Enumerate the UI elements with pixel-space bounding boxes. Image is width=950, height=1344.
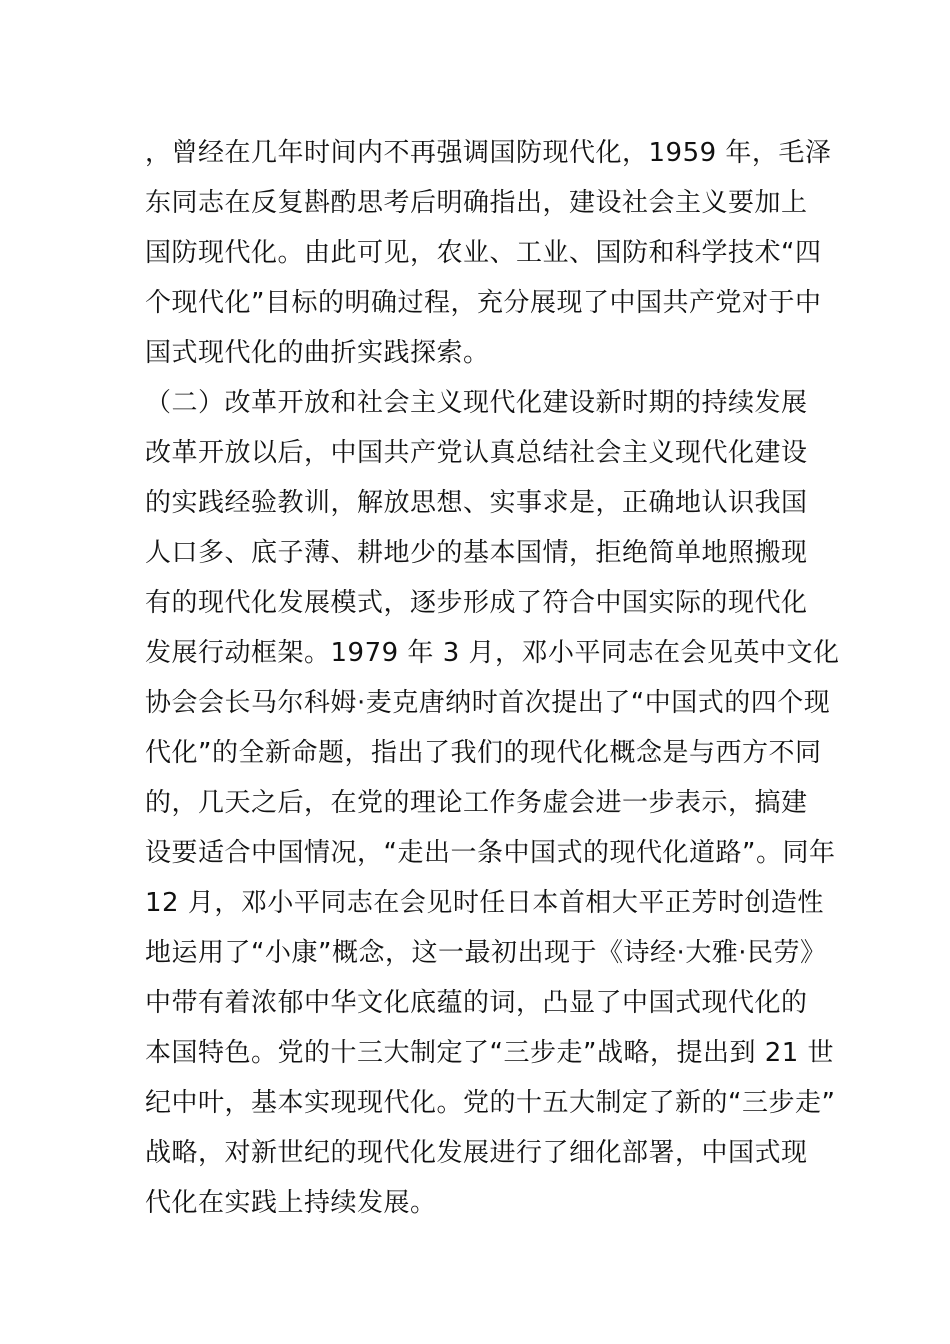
text-line: 改革开放以后，中国共产党认真总结社会主义现代化建设 <box>145 438 808 468</box>
text-line: 地运用了“小康”概念，这一最初出现于《诗经·大雅·民劳》 <box>145 938 827 968</box>
text-line: 人口多、底子薄、耕地少的基本国情，拒绝简单地照搬现 <box>145 538 808 568</box>
text-line: 协会会长马尔科姆·麦克唐纳时首次提出了“中国式的四个现 <box>145 688 831 718</box>
text-line: 战略，对新世纪的现代化发展进行了细化部署，中国式现 <box>145 1138 808 1168</box>
text-line: 本国特色。党的十三大制定了“三步走”战略，提出到 21 世 <box>145 1038 835 1068</box>
section-heading: （二）改革开放和社会主义现代化建设新时期的持续发展 <box>145 388 808 418</box>
text-line: 东同志在反复斟酌思考后明确指出，建设社会主义要加上 <box>145 188 808 218</box>
text-line: 国式现代化的曲折实践探索。 <box>145 338 490 368</box>
text-line: 代化在实践上持续发展。 <box>145 1188 437 1218</box>
text-line: 的实践经验教训，解放思想、实事求是，正确地认识我国 <box>145 488 808 518</box>
text-line: 纪中叶，基本实现现代化。党的十五大制定了新的“三步走” <box>145 1088 836 1118</box>
document-body <box>145 128 840 1228</box>
text-line: 12 月，邓小平同志在会见时任日本首相大平正芳时创造性 <box>145 888 824 918</box>
text-line: 的，几天之后，在党的理论工作务虚会进一步表示，搞建 <box>145 788 808 818</box>
text-line: 代化”的全新命题，指出了我们的现代化概念是与西方不同 <box>145 738 822 768</box>
text-line: 个现代化”目标的明确过程，充分展现了中国共产党对于中 <box>145 288 822 318</box>
text-line: ，曾经在几年时间内不再强调国防现代化，1959 年，毛泽 <box>145 138 832 168</box>
text-line: 有的现代化发展模式，逐步形成了符合中国实际的现代化 <box>145 588 808 618</box>
text-line: 发展行动框架。1979 年 3 月，邓小平同志在会见英中文化 <box>145 638 840 668</box>
text-line: 设要适合中国情况，“走出一条中国式的现代化道路”。同年 <box>145 838 836 868</box>
text-line: 中带有着浓郁中华文化底蕴的词，凸显了中国式现代化的 <box>145 988 808 1018</box>
text-line: 国防现代化。由此可见，农业、工业、国防和科学技术“四 <box>145 238 822 268</box>
